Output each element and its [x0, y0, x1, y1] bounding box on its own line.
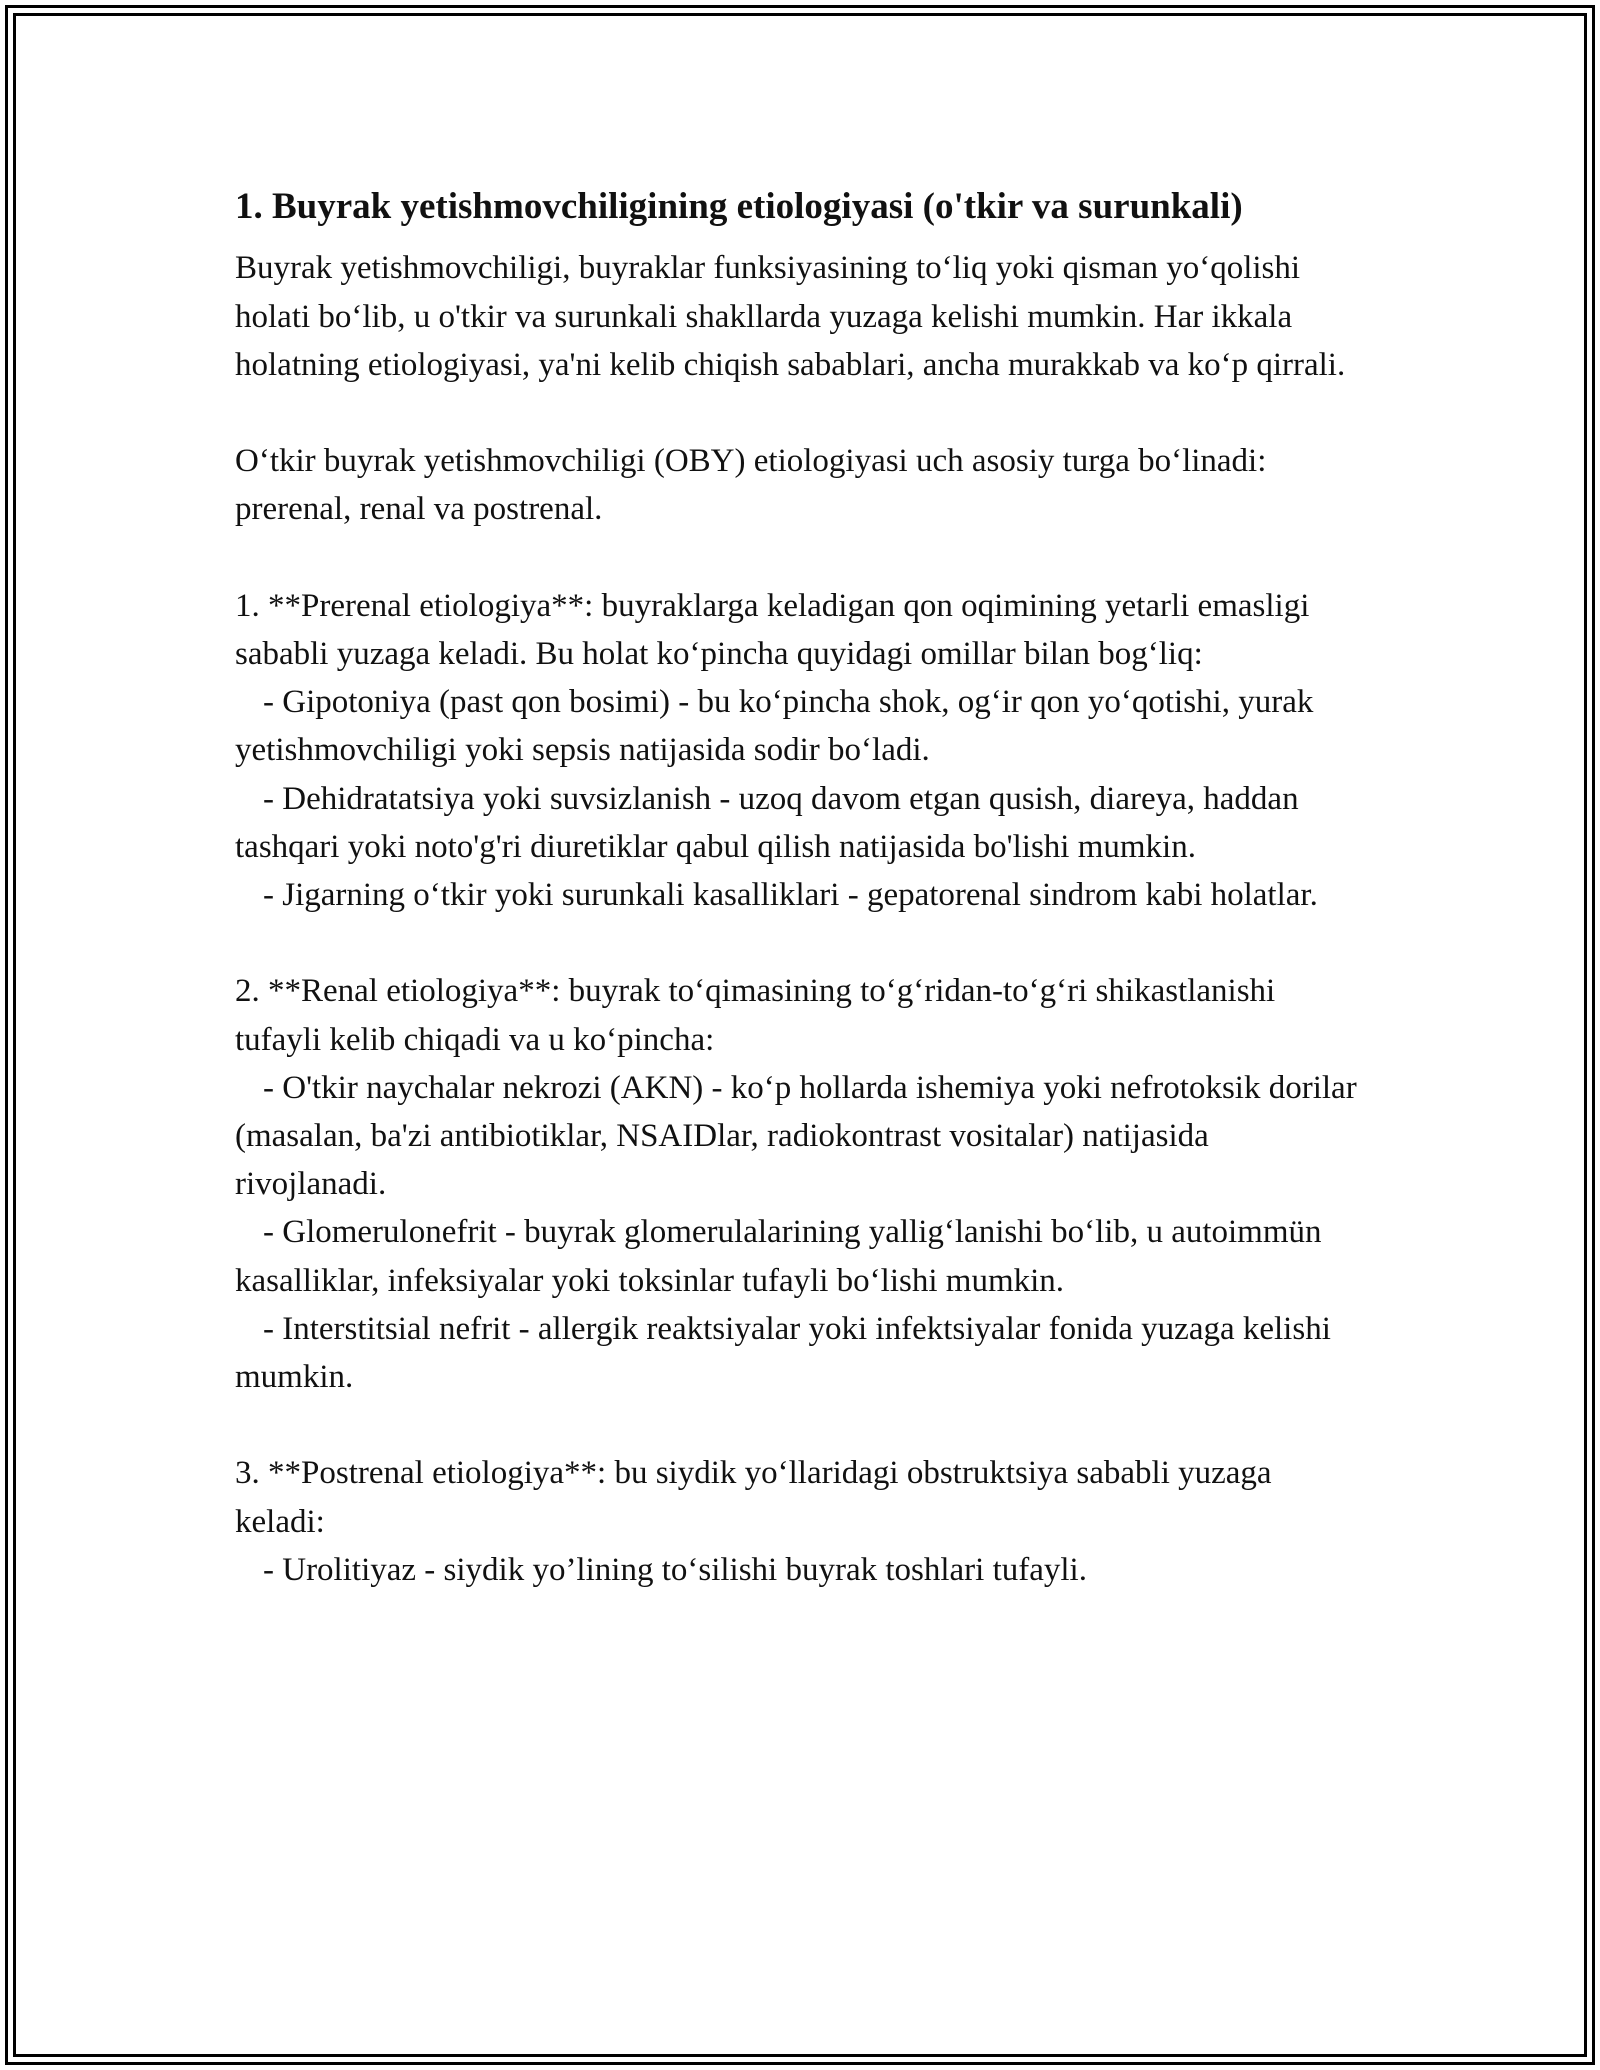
list-item: [235, 775, 1365, 871]
list-item: [235, 1305, 1365, 1401]
list-item-text: - Glomerulonefrit - buyrak glomerulalarining yallig‘lanishi bo‘lib, u autoimmün kasalliklar, infeksiyalar yoki toksinlar tufayli bo‘lishi mumkin.: [235, 1214, 1322, 1299]
list-item: [235, 1208, 1365, 1304]
list-item-text: - Urolitiyaz - siydik yo’lining to‘silishi buyrak toshlari tufayli.: [263, 1551, 1087, 1588]
paragraph-spacer: [235, 919, 1365, 967]
list-item: [235, 1546, 1365, 1594]
list-item-text: - O'tkir naychalar nekrozi (AKN) - ko‘p hollarda ishemiya yoki nefrotoksik dorilar (masalan, ba'zi antibiotiklar, NSAIDlar, radiokontrast vositalar) natijasida rivojlanadi.: [235, 1069, 1357, 1203]
paragraph-spacer: [235, 1401, 1365, 1449]
section-prerenal-heading: 1. **Prerenal etiologiya**: buyraklarga keladigan qon oqimining yetarli emasligi sababli yuzaga keladi. Bu holat ko‘pincha quyidagi omillar bilan bog‘liq:: [235, 587, 1310, 672]
paragraph-spacer: [235, 534, 1365, 582]
document-body: [235, 244, 1365, 1594]
list-item: [235, 1064, 1365, 1209]
section-renal-heading: 2. **Renal etiologiya**: buyrak to‘qimasining to‘g‘ridan-to‘g‘ri shikastlanishi tufayli kelib chiqadi va u ko‘pincha:: [235, 973, 1276, 1058]
oby-intro-paragraph: O‘tkir buyrak yetishmovchiligi (OBY) etiologiyasi uch asosiy turga bo‘linadi: prerenal, renal va postrenal.: [235, 443, 1267, 528]
list-item-text: - Gipotoniya (past qon bosimi) - bu ko‘pincha shok, og‘ir qon yo‘qotishi, yurak yetishmovchiligi yoki sepsis natijasida sodir bo‘ladi.: [235, 684, 1314, 769]
document-title: 1. Buyrak yetishmovchiligining etiologiyasi (o'tkir va surunkali): [235, 186, 1243, 227]
paragraph-spacer: [235, 389, 1365, 437]
list-item-text: - Interstitsial nefrit - allergik reaktsiyalar yoki infektsiyalar fonida yuzaga kelishi mumkin.: [235, 1310, 1331, 1395]
list-item-text: - Jigarning o‘tkir yoki surunkali kasalliklari - gepatorenal sindrom kabi holatlar.: [263, 876, 1318, 913]
document-content: [235, 182, 1365, 1594]
section-postrenal-heading: 3. **Postrenal etiologiya**: bu siydik yo‘llaridagi obstruktsiya sababli yuzaga keladi:: [235, 1455, 1272, 1540]
list-item: [235, 678, 1365, 774]
list-item-text: - Dehidratatsiya yoki suvsizlanish - uzoq davom etgan qusish, diareya, haddan tashqari yoki noto'g'ri diuretiklar qabul qilish natijasida bo'lishi mumkin.: [235, 780, 1299, 865]
intro-paragraph: Buyrak yetishmovchiligi, buyraklar funksiyasining to‘liq yoki qisman yo‘qolishi holati bo‘lib, u o'tkir va surunkali shakllarda yuzaga kelishi mumkin. Har ikkala holatning etiologiyasi, ya'ni kelib chiqish sabablari, ancha murakkab va ko‘p qirrali.: [235, 250, 1346, 383]
list-item: [235, 871, 1365, 919]
